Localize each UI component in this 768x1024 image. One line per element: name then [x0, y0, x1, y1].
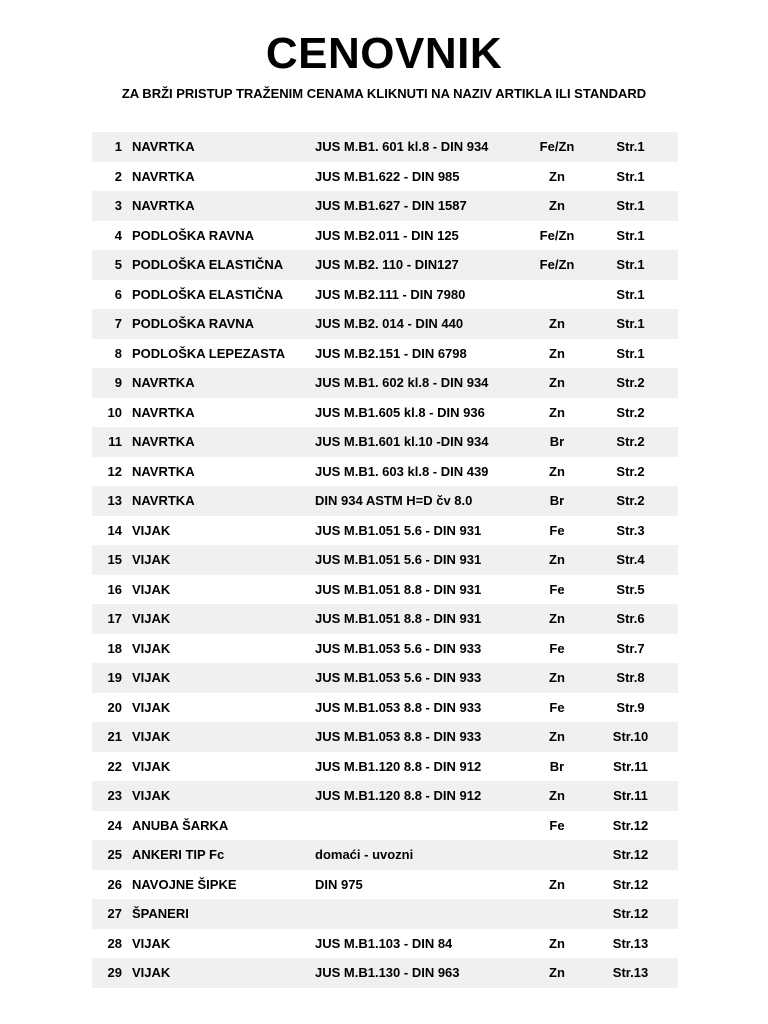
material-cell: Fe [549, 699, 565, 715]
page-reference: Str.2 [616, 404, 645, 420]
page-reference: Str.1 [616, 139, 645, 155]
page-reference: Str.6 [616, 611, 645, 627]
row-number: 22 [107, 758, 122, 774]
article-name-link[interactable]: NAVRTKA [132, 434, 195, 450]
article-name-link[interactable]: NAVRTKA [132, 404, 195, 420]
material-cell: Fe [549, 640, 565, 656]
standard-link[interactable]: JUS M.B1.120 8.8 - DIN 912 [315, 758, 482, 774]
article-name-link[interactable]: ANKERI TIP Fc [132, 847, 225, 863]
price-list-table [92, 132, 678, 988]
material-cell: Zn [549, 876, 565, 892]
standard-link[interactable]: JUS M.B1.103 - DIN 84 [315, 935, 453, 951]
page-reference: Str.13 [612, 965, 649, 981]
row-number: 5 [114, 257, 122, 273]
table-row [92, 752, 678, 782]
material-cell: Zn [549, 198, 565, 214]
row-number: 18 [107, 640, 122, 656]
table-row [92, 663, 678, 693]
article-name-link[interactable]: VIJAK [132, 935, 171, 951]
article-name-link[interactable]: ŠPANERI [132, 906, 189, 922]
material-cell: Zn [549, 729, 565, 745]
page-reference: Str.2 [616, 463, 645, 479]
standard-link[interactable]: JUS M.B1.051 5.6 - DIN 931 [315, 552, 482, 568]
material-cell: Zn [549, 168, 565, 184]
article-name-link[interactable]: VIJAK [132, 699, 171, 715]
page-reference: Str.12 [612, 876, 649, 892]
standard-link[interactable]: JUS M.B1.051 8.8 - DIN 931 [315, 611, 482, 627]
material-cell: Fe/Zn [539, 227, 575, 243]
material-cell: Fe [549, 522, 565, 538]
table-row [92, 516, 678, 546]
material-cell: Zn [549, 611, 565, 627]
table-row [92, 575, 678, 605]
article-name-link[interactable]: NAVRTKA [132, 168, 195, 184]
table-row [92, 545, 678, 575]
article-name-link[interactable]: PODLOŠKA ELASTIČNA [132, 257, 284, 273]
table-row [92, 604, 678, 634]
row-number: 15 [107, 552, 122, 568]
page-reference: Str.12 [612, 847, 649, 863]
page-reference: Str.1 [616, 198, 645, 214]
material-cell: Zn [549, 935, 565, 951]
row-number: 1 [114, 139, 122, 155]
standard-link[interactable]: JUS M.B1.627 - DIN 1587 [315, 198, 467, 214]
table-row [92, 840, 678, 870]
article-name-link[interactable]: PODLOŠKA RAVNA [132, 227, 255, 243]
article-name-link[interactable]: PODLOŠKA LEPEZASTA [132, 345, 286, 361]
row-number: 14 [107, 522, 122, 538]
standard-link[interactable]: JUS M.B1.130 - DIN 963 [315, 965, 460, 981]
row-number: 13 [107, 493, 122, 509]
page-reference: Str.5 [616, 581, 645, 597]
table-row [92, 339, 678, 369]
row-number: 3 [114, 198, 122, 214]
row-number: 9 [114, 375, 122, 391]
standard-link[interactable]: JUS M.B1.053 5.6 - DIN 933 [315, 670, 482, 686]
page-reference: Str.12 [612, 817, 649, 833]
standard-link[interactable]: JUS M.B1.053 8.8 - DIN 933 [315, 729, 482, 745]
table-row [92, 781, 678, 811]
table-row [92, 486, 678, 516]
page-reference: Str.1 [616, 316, 645, 332]
table-row [92, 929, 678, 959]
row-number: 23 [107, 788, 122, 804]
material-cell: Zn [549, 316, 565, 332]
table-row [92, 162, 678, 192]
table-row [92, 634, 678, 664]
standard-link[interactable]: JUS M.B1. 602 kl.8 - DIN 934 [315, 375, 489, 391]
table-row [92, 899, 678, 929]
page-reference: Str.11 [613, 758, 648, 774]
article-name-link[interactable]: VIJAK [132, 611, 171, 627]
row-number: 12 [107, 463, 122, 479]
material-cell: Br [549, 493, 565, 509]
standard-link[interactable]: domaći - uvozni [315, 847, 414, 863]
standard-link[interactable]: JUS M.B2. 014 - DIN 440 [315, 316, 464, 332]
material-cell: Fe/Zn [539, 139, 575, 155]
standard-link[interactable]: DIN 934 ASTM H=D čv 8.0 [315, 493, 473, 509]
row-number: 7 [114, 316, 122, 332]
table-row [92, 132, 678, 162]
row-number: 19 [107, 670, 122, 686]
table-row [92, 280, 678, 310]
article-name-link[interactable]: VIJAK [132, 965, 171, 981]
material-cell: Zn [549, 552, 565, 568]
row-number: 17 [107, 611, 122, 627]
article-name-link[interactable]: VIJAK [132, 758, 171, 774]
material-cell: Fe/Zn [539, 257, 575, 273]
article-name-link[interactable]: VIJAK [132, 552, 171, 568]
table-row [92, 368, 678, 398]
row-number: 28 [107, 935, 122, 951]
page-reference: Str.8 [616, 670, 645, 686]
table-row [92, 221, 678, 251]
standard-link[interactable]: JUS M.B1.051 8.8 - DIN 931 [315, 581, 482, 597]
row-number: 27 [107, 906, 122, 922]
material-cell: Br [549, 434, 565, 450]
row-number: 8 [114, 345, 122, 361]
standard-link[interactable]: JUS M.B2.151 - DIN 6798 [315, 345, 467, 361]
article-name-link[interactable]: VIJAK [132, 729, 171, 745]
material-cell: Br [549, 758, 565, 774]
material-cell: Zn [549, 345, 565, 361]
row-number: 6 [114, 286, 122, 302]
table-row [92, 870, 678, 900]
row-number: 25 [107, 847, 122, 863]
material-cell: Zn [549, 463, 565, 479]
article-name-link[interactable]: ANUBA ŠARKA [132, 817, 229, 833]
row-number: 29 [107, 965, 122, 981]
standard-link[interactable]: JUS M.B2.111 - DIN 7980 [315, 286, 466, 302]
page-reference: Str.1 [616, 227, 645, 243]
row-number: 21 [107, 729, 122, 745]
article-name-link[interactable]: PODLOŠKA ELASTIČNA [132, 286, 284, 302]
table-row [92, 811, 678, 841]
table-row [92, 398, 678, 428]
standard-link[interactable]: JUS M.B1.051 5.6 - DIN 931 [315, 522, 482, 538]
material-cell: Zn [549, 788, 565, 804]
page-reference: Str.1 [616, 168, 645, 184]
standard-link[interactable]: JUS M.B2.011 - DIN 125 [315, 227, 459, 243]
article-name-link[interactable]: VIJAK [132, 640, 171, 656]
table-row [92, 309, 678, 339]
standard-link[interactable]: JUS M.B1.120 8.8 - DIN 912 [315, 788, 482, 804]
row-number: 20 [107, 699, 122, 715]
article-name-link[interactable]: NAVRTKA [132, 375, 195, 391]
standard-link[interactable]: JUS M.B1.053 5.6 - DIN 933 [315, 640, 482, 656]
material-cell: Zn [549, 965, 565, 981]
page-reference: Str.11 [613, 788, 648, 804]
standard-link[interactable]: JUS M.B1.622 - DIN 985 [315, 168, 460, 184]
article-name-link[interactable]: VIJAK [132, 670, 171, 686]
table-row [92, 722, 678, 752]
table-row [92, 693, 678, 723]
article-name-link[interactable]: VIJAK [132, 522, 171, 538]
table-row [92, 457, 678, 487]
page-reference: Str.2 [616, 375, 645, 391]
article-name-link[interactable]: NAVRTKA [132, 139, 195, 155]
article-name-link[interactable]: NAVRTKA [132, 198, 195, 214]
row-number: 24 [107, 817, 122, 833]
article-name-link[interactable]: NAVRTKA [132, 493, 195, 509]
article-name-link[interactable]: VIJAK [132, 581, 171, 597]
table-row [92, 958, 678, 988]
page-reference: Str.3 [616, 522, 645, 538]
row-number: 11 [108, 434, 122, 450]
material-cell: Zn [549, 375, 565, 391]
table-row [92, 427, 678, 457]
page-reference: Str.7 [616, 640, 645, 656]
material-cell: Zn [549, 670, 565, 686]
page-reference: Str.9 [616, 699, 645, 715]
standard-link[interactable]: JUS M.B1.605 kl.8 - DIN 936 [315, 404, 485, 420]
page-reference: Str.1 [616, 286, 645, 302]
row-number: 26 [107, 876, 122, 892]
standard-link[interactable]: JUS M.B1. 601 kl.8 - DIN 934 [315, 139, 489, 155]
page-reference: Str.13 [612, 935, 649, 951]
row-number: 10 [107, 404, 122, 420]
standard-link[interactable]: JUS M.B2. 110 - DIN127 [315, 257, 459, 273]
article-name-link[interactable]: PODLOŠKA RAVNA [132, 316, 255, 332]
row-number: 4 [114, 227, 122, 243]
article-name-link[interactable]: VIJAK [132, 788, 171, 804]
row-number: 16 [107, 581, 122, 597]
page-reference: Str.1 [616, 257, 645, 273]
page-reference: Str.10 [612, 729, 649, 745]
table-row [92, 250, 678, 280]
standard-link[interactable]: DIN 975 [315, 876, 363, 892]
material-cell: Fe [549, 581, 565, 597]
material-cell: Zn [549, 404, 565, 420]
standard-link[interactable]: JUS M.B1. 603 kl.8 - DIN 439 [315, 463, 489, 479]
page-reference: Str.4 [616, 552, 645, 568]
article-name-link[interactable]: NAVOJNE ŠIPKE [132, 876, 237, 892]
standard-link[interactable]: JUS M.B1.601 kl.10 -DIN 934 [315, 434, 489, 450]
standard-link[interactable]: JUS M.B1.053 8.8 - DIN 933 [315, 699, 482, 715]
page-reference: Str.12 [612, 906, 649, 922]
article-name-link[interactable]: NAVRTKA [132, 463, 195, 479]
page-reference: Str.2 [616, 493, 645, 509]
page-title: CENOVNIK [265, 29, 503, 78]
table-row [92, 191, 678, 221]
page-reference: Str.1 [616, 345, 645, 361]
material-cell: Fe [549, 817, 565, 833]
page-reference: Str.2 [616, 434, 645, 450]
row-number: 2 [114, 168, 122, 184]
page-subtitle: ZA BRŽI PRISTUP TRAŽENIM CENAMA KLIKNUTI NA NAZIV ARTIKLA ILI STANDARD [121, 86, 647, 101]
